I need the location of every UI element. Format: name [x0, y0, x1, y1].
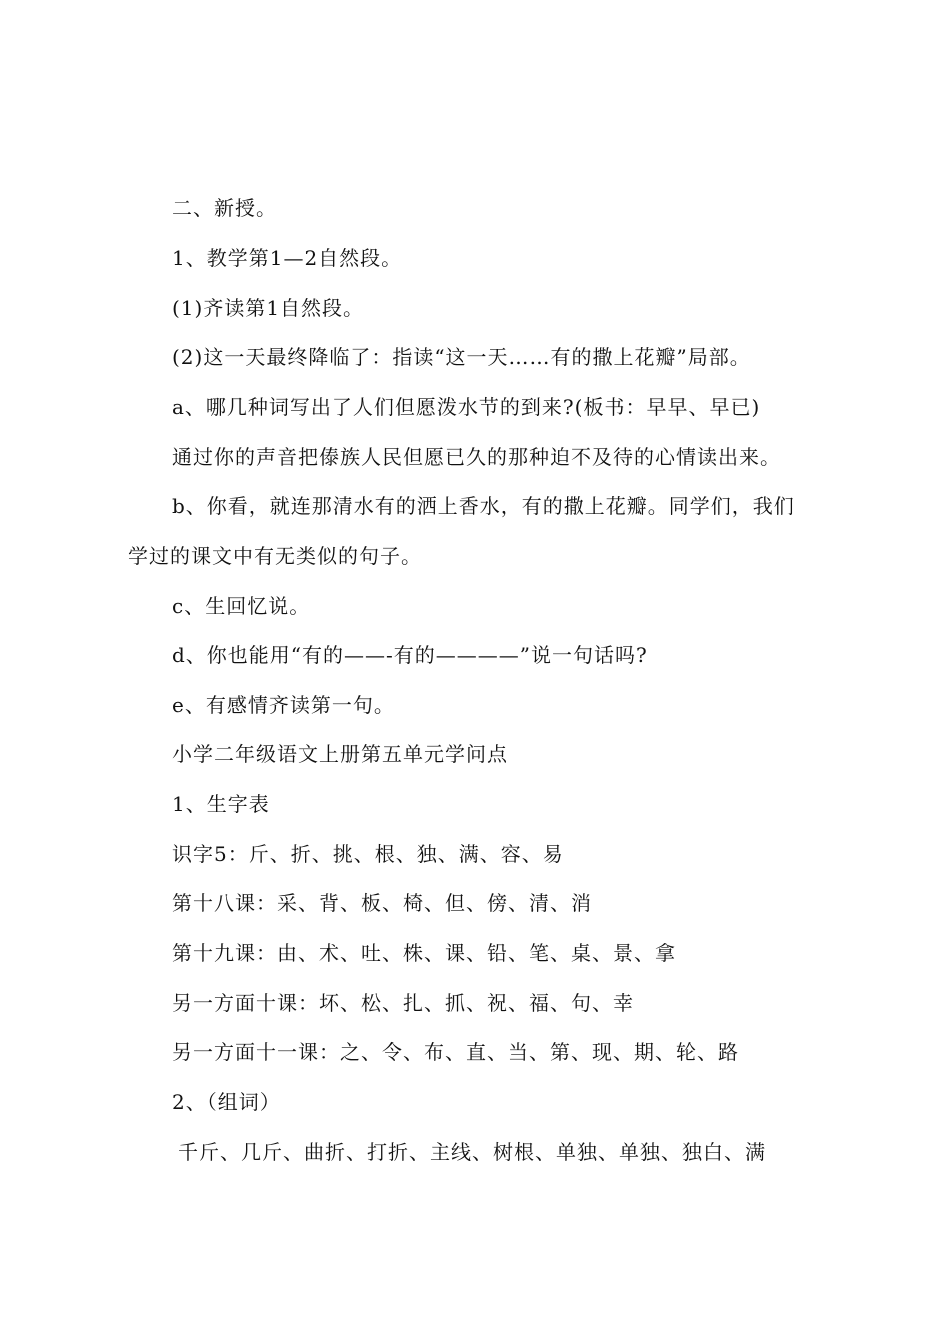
paragraph-line: 识字5：斤、折、挑、根、独、满、容、易: [172, 842, 564, 866]
paragraph-line: 另一方面十课：坏、松、扎、抓、祝、福、句、幸: [172, 991, 634, 1015]
paragraph-line: 2、（组词）: [172, 1090, 281, 1114]
paragraph-line: b、你看，就连那清水有的洒上香水，有的撒上花瓣。同学们，我们: [172, 494, 795, 518]
paragraph-line: 1、教学第1—2自然段。: [172, 246, 403, 270]
paragraph-line: 千斤、几斤、曲折、打折、主线、树根、单独、单独、独白、满: [178, 1140, 766, 1164]
paragraph-line: 学过的课文中有无类似的句子。: [128, 544, 422, 568]
paragraph-line: c、生回忆说。: [172, 594, 311, 618]
section-title: 小学二年级语文上册第五单元学问点: [172, 742, 508, 766]
paragraph-line: 通过你的声音把傣族人民但愿已久的那种迫不及待的心情读出来。: [172, 445, 781, 469]
paragraph-line: e、有感情齐读第一句。: [172, 693, 395, 717]
paragraph-line: (2)这一天最终降临了：指读“这一天……有的撒上花瓣”局部。: [172, 345, 751, 369]
paragraph-line: a、哪几种词写出了人们但愿泼水节的到来?(板书：早早、早已): [172, 395, 761, 419]
paragraph-line: (1)齐读第1自然段。: [172, 296, 365, 320]
section-heading: 二、新授。: [172, 196, 277, 220]
paragraph-line: 第十九课：由、术、吐、株、课、铅、笔、桌、景、拿: [172, 941, 676, 965]
paragraph-line: 1、生字表: [172, 792, 270, 816]
paragraph-line: 另一方面十一课：之、令、布、直、当、第、现、期、轮、路: [172, 1040, 739, 1064]
paragraph-line: d、你也能用“有的——-有的————”说一句话吗?: [172, 643, 648, 667]
paragraph-line: 第十八课：采、背、板、椅、但、傍、清、消: [172, 891, 592, 915]
